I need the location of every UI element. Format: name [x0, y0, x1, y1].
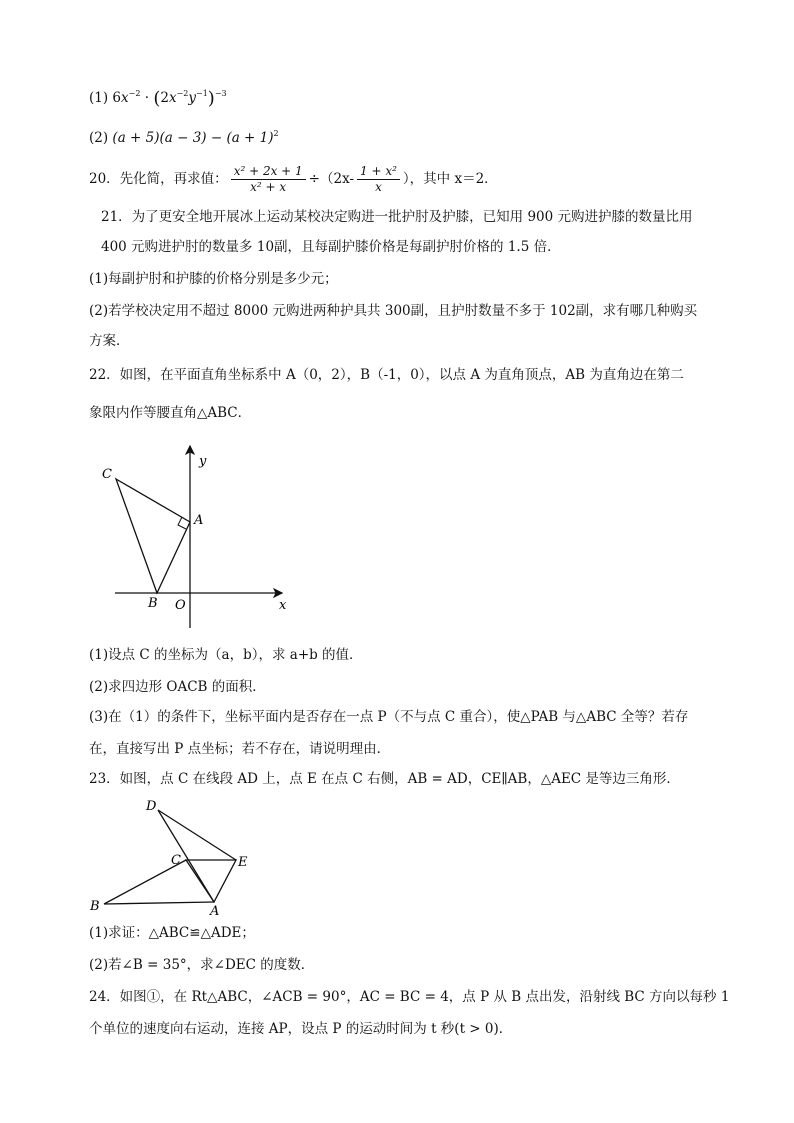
- q19-p1-close: ): [207, 88, 215, 109]
- q23-figure: [88, 794, 258, 916]
- q23-line1: 23．如图，点 C 在线段 AD 上，点 E 在点 C 右侧，AB = AD，CE∥AB，△AEC 是等边三角形．: [89, 771, 680, 787]
- q19-p1-prefix: (1) 6: [89, 90, 122, 106]
- q20-frac2-den: x: [375, 180, 382, 194]
- q22-line1: 22．如图，在平面直角坐标系中 A（0，2），B（-1，0），以点 A 为直角顶点，AB 为直角边在第二: [89, 367, 684, 383]
- q19-part1: [89, 89, 227, 108]
- q19-part2: [89, 129, 279, 147]
- q22-sub3b: 在，直接写出 P 点坐标；若不存在，请说明理由．: [89, 741, 391, 757]
- q23-sub2: (2)若∠B = 35°，求∠DEC 的度数．: [89, 957, 315, 973]
- q20-line: [89, 164, 498, 195]
- q19-p1-open: (: [153, 88, 161, 109]
- q19-p1-dot: ·: [140, 90, 154, 106]
- q21-line2: 400 元购进护肘的数量多 10副，且每副护膝价格是每副护肘价格的 1.5 倍．: [101, 239, 561, 255]
- q20-frac1-num: x² + 2x + 1: [231, 164, 306, 180]
- q22-figure: [100, 440, 300, 635]
- q19-p1-exp3: −1: [196, 89, 208, 98]
- q19-p1-exp2: −2: [176, 89, 189, 98]
- q22-sub2: (2)求四边形 OACB 的面积．: [89, 679, 266, 695]
- q20-fraction-1: [231, 164, 306, 195]
- q19-p1-exp1: −2: [128, 89, 141, 98]
- q21-sub2b: 方案．: [89, 333, 130, 349]
- q22-sub1: (1)设点 C 的坐标为（a，b），求 a+b 的值．: [89, 647, 363, 663]
- q23-label-b: B: [90, 899, 100, 914]
- q19-p2-prefix: (2): [89, 130, 113, 146]
- q20-mid: ÷（2x-: [308, 171, 355, 187]
- q23-segment-ba: [104, 902, 214, 904]
- q20-frac2-num: 1 + x²: [357, 164, 400, 180]
- q19-p1-exp4: −3: [214, 89, 227, 98]
- q22-label-y: y: [199, 454, 207, 469]
- q20-lead: 20．先化简，再求值：: [89, 171, 228, 187]
- q22-label-a: A: [194, 513, 204, 528]
- q21-sub1: (1)每副护肘和护膝的价格分别是多少元；: [89, 271, 338, 287]
- q23-segment-da: [158, 810, 214, 902]
- q19-p2-exp: 2: [273, 129, 279, 138]
- q23-segment-de: [158, 810, 236, 860]
- q19-p1-x2: x: [168, 90, 177, 106]
- q22-label-x: x: [279, 598, 287, 613]
- q19-p1-two: 2: [160, 90, 169, 106]
- q19-p1-y: y: [188, 90, 196, 106]
- q23-label-e: E: [238, 855, 248, 870]
- q20-fraction-2: [357, 164, 400, 195]
- q22-triangle-abc: [116, 479, 190, 593]
- q23-label-a: A: [210, 904, 220, 916]
- q22-label-c: C: [102, 467, 112, 482]
- q19-p2-body: (a + 5)(a − 3) − (a + 1): [112, 130, 274, 146]
- q22-label-o: O: [175, 598, 186, 613]
- q19-p1-x: x: [121, 90, 129, 106]
- q23-label-c: C: [171, 853, 181, 868]
- q23-label-d: D: [146, 799, 157, 814]
- q23-sub1: (1)求证：△ABC≌△ADE；: [89, 925, 255, 941]
- q20-frac1-den: x² + x: [250, 180, 287, 194]
- q22-sub3a: (3)在（1）的条件下，坐标平面内是否存在一点 P（不与点 C 重合），使△PAB 与△ABC 全等？若存: [89, 709, 689, 725]
- q20-tail: ），其中 x＝2．: [402, 171, 498, 187]
- q21-line1: 21．为了更安全地开展冰上运动某校决定购进一批护肘及护膝，已知用 900 元购进护膝的数量比用: [101, 209, 693, 225]
- q22-label-b: B: [148, 596, 158, 611]
- q23-triangle-aec: [186, 860, 236, 902]
- q24-line1: 24．如图①，在 Rt△ABC，∠ACB = 90°，AC = BC = 4，点 P 从 B 点出发，沿射线 BC 方向以每秒 1: [89, 989, 730, 1005]
- q22-line2: 象限内作等腰直角△ABC．: [89, 405, 252, 421]
- q21-sub2a: (2)若学校决定用不超过 8000 元购进两种护具共 300副，且护肘数量不多于 102副，求有哪几种购买: [89, 303, 698, 319]
- q24-line2: 个单位的速度向右运动，连接 AP，设点 P 的运动时间为 t 秒(t > 0)．: [89, 1021, 513, 1037]
